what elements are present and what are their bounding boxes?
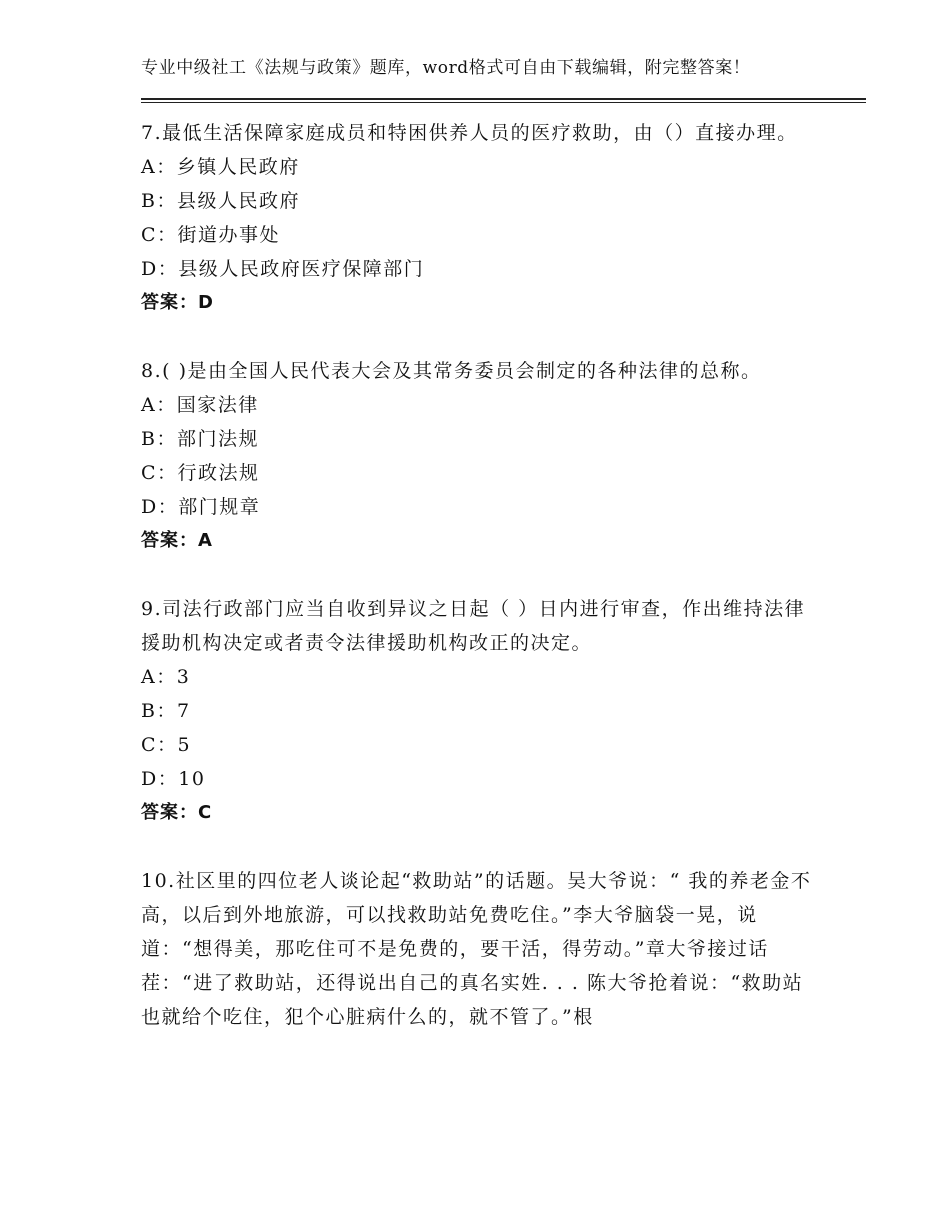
- answer-label: 答案：A: [141, 530, 213, 551]
- question-8: [141, 354, 816, 558]
- question-list: [141, 116, 816, 1068]
- question-text: 10.社区里的四位老人谈论起“救助站”的话题。吴大爷说：“ 我的养老金不高，以后到外地旅游，可以找救助站免费吃住。”李大爷脑袋一晃，说道：“想得美，那吃住可不是免费的，要干活，得劳动。”章大爷接过话茬：“进了救助站，还得说出自己的真名实姓. . . 陈大爷抢着说：“救助站也就给个吃住，犯个心脏病什么的，就不管了。”根: [141, 870, 812, 1028]
- option-b: B：部门法规: [141, 428, 259, 450]
- header-divider-thin: [141, 102, 866, 103]
- question-text: 9.司法行政部门应当自收到异议之日起（ ）日内进行审查，作出维持法律援助机构决定或者责令法律援助机构改正的决定。: [141, 598, 806, 654]
- option-a: A：3: [141, 666, 191, 688]
- option-d: D：县级人民政府医疗保障部门: [141, 258, 425, 280]
- question-text: 8.( )是由全国人民代表大会及其常务委员会制定的各种法律的总称。: [141, 360, 762, 382]
- question-10: [141, 864, 816, 1034]
- option-c: C：街道办事处: [141, 224, 281, 246]
- option-a: A：乡镇人民政府: [141, 156, 300, 178]
- answer-label: 答案：D: [141, 292, 214, 313]
- option-c: C：行政法规: [141, 462, 260, 484]
- answer-label: 答案：C: [141, 802, 213, 823]
- option-b: B：7: [141, 700, 191, 722]
- page-header: 专业中级社工《法规与政策》题库，word格式可自由下载编辑，附完整答案！: [141, 58, 751, 78]
- question-text: 7.最低生活保障家庭成员和特困供养人员的医疗救助，由（）直接办理。: [141, 122, 798, 144]
- option-c: C：5: [141, 734, 192, 756]
- option-b: B：县级人民政府: [141, 190, 300, 212]
- option-d: D：10: [141, 768, 206, 790]
- header-divider-thick: [141, 98, 866, 100]
- question-7: [141, 116, 816, 320]
- question-9: [141, 592, 816, 830]
- option-a: A：国家法律: [141, 394, 259, 416]
- option-d: D：部门规章: [141, 496, 261, 518]
